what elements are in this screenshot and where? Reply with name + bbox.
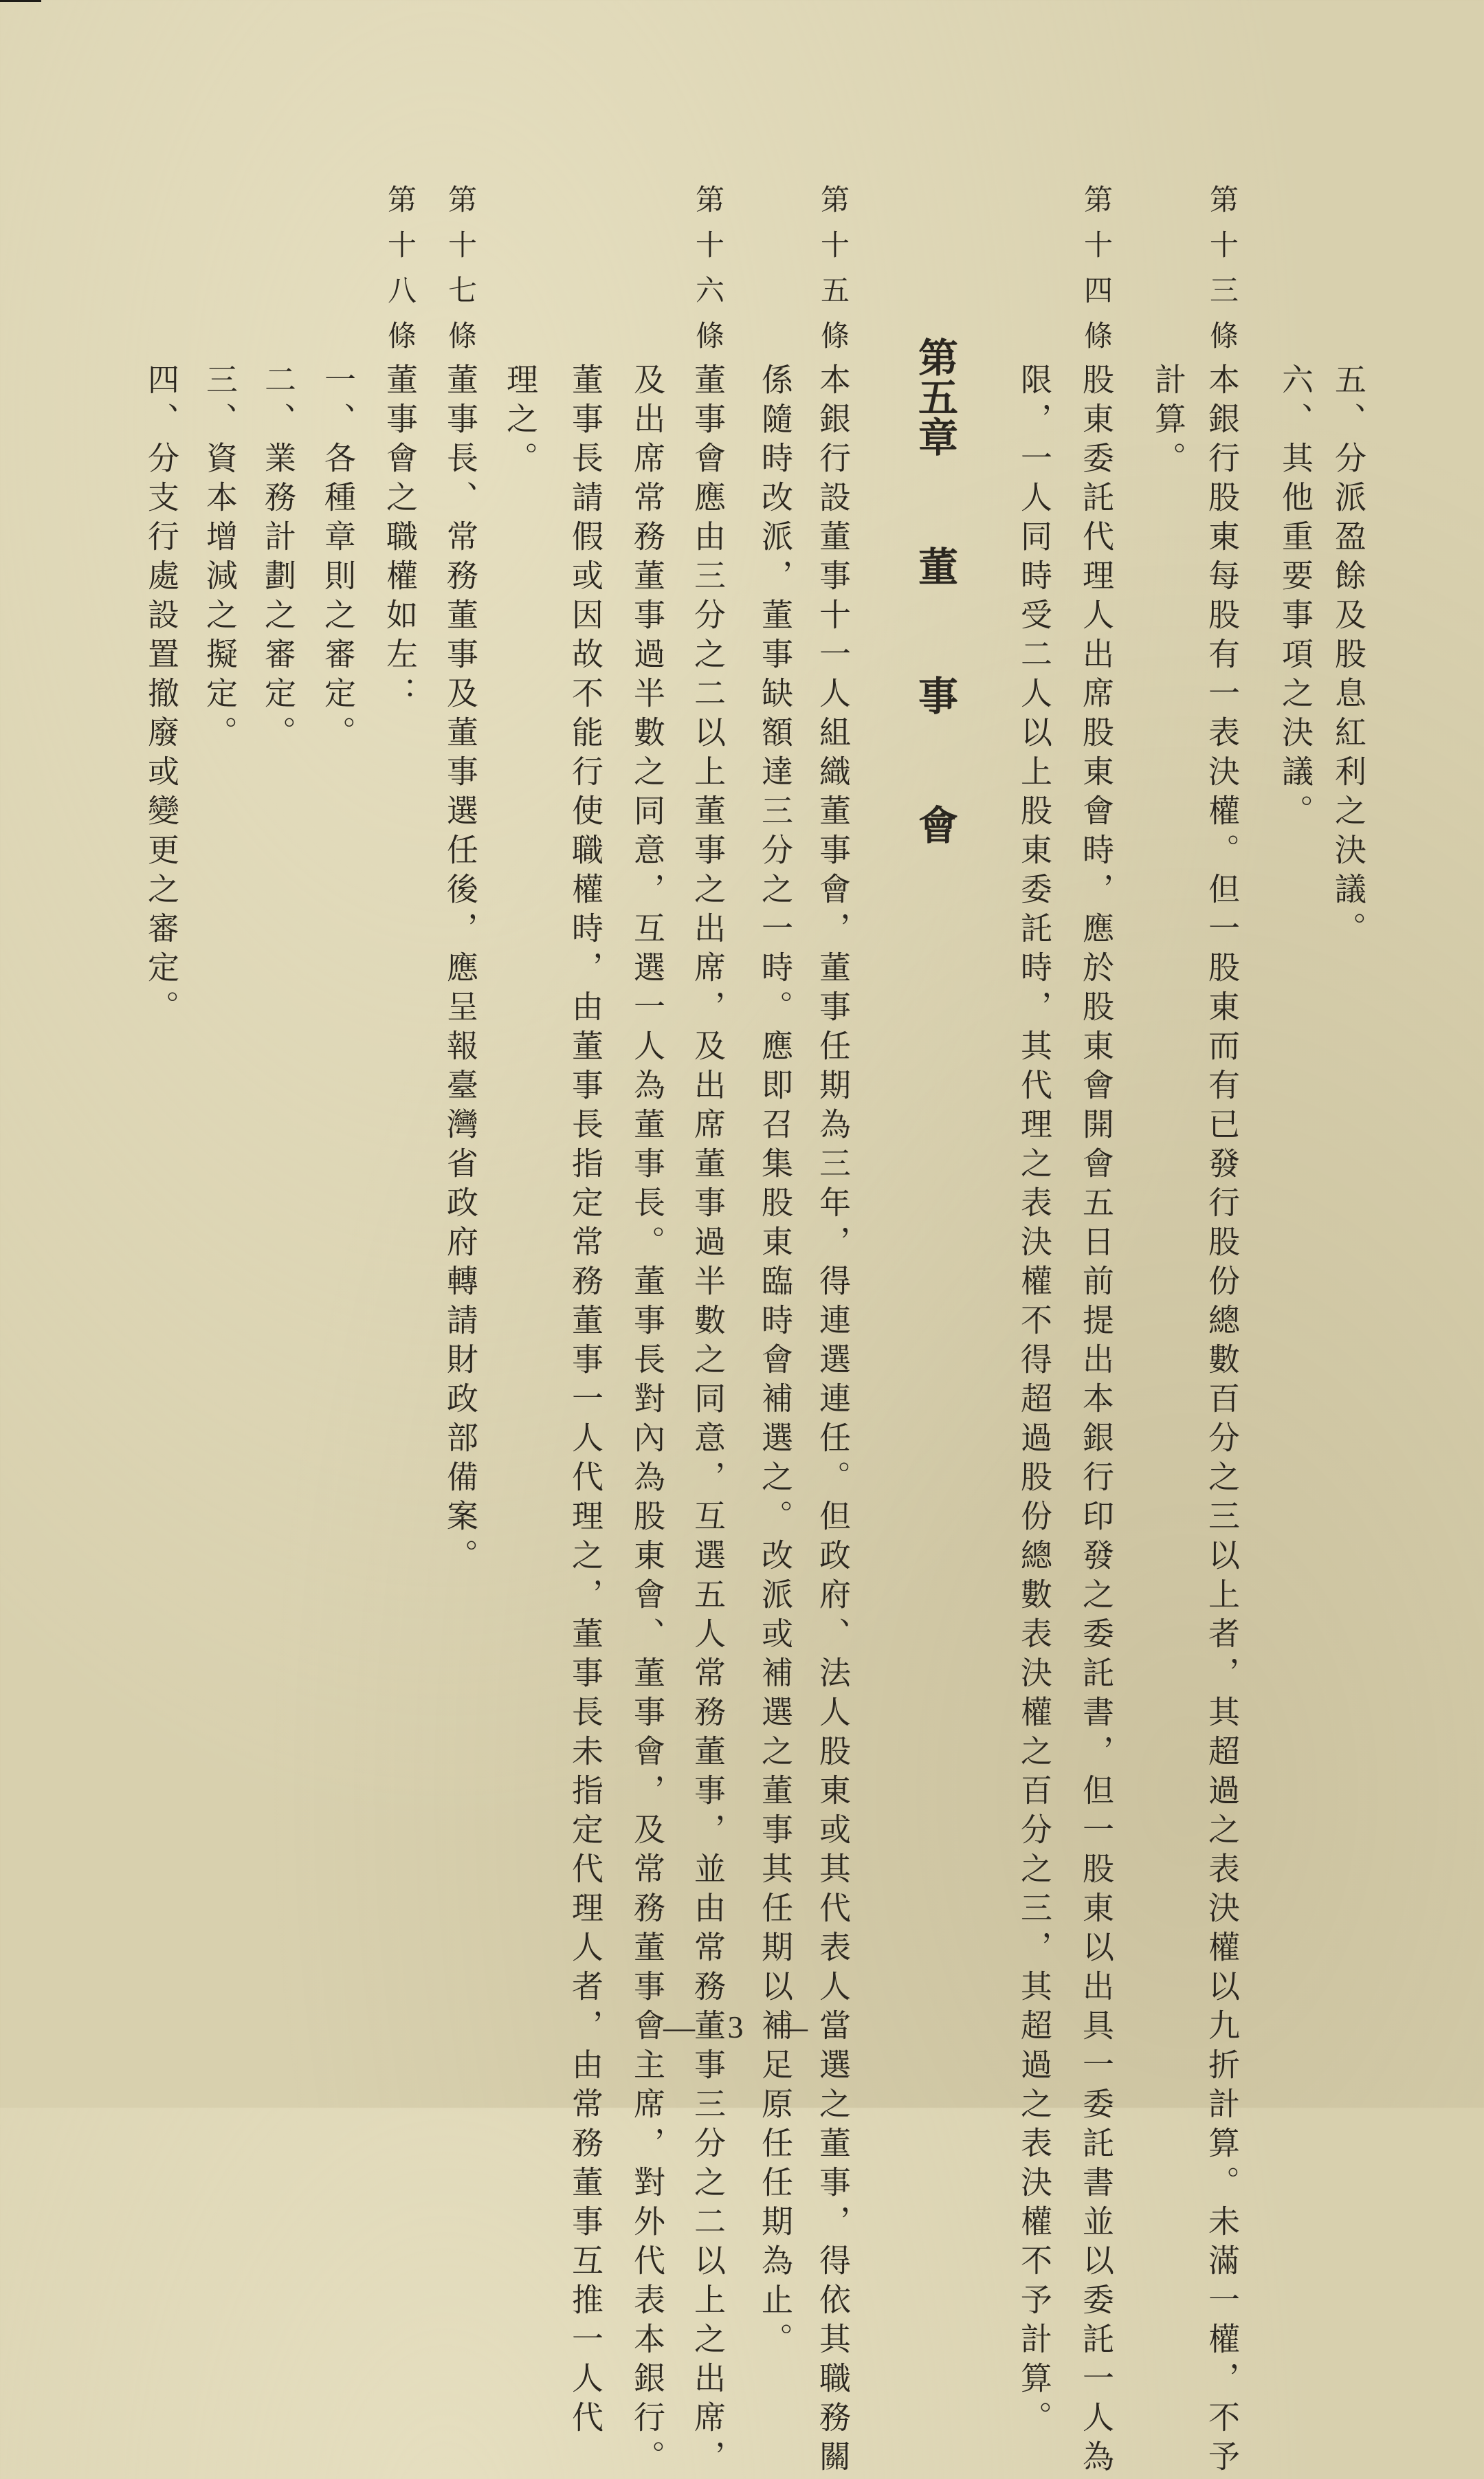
article-16-line-4: 理之。 <box>502 363 539 481</box>
article-18-item-3: 三、資本增減之擬定。 <box>201 363 239 755</box>
article-13-line-2: 計算。 <box>1150 363 1187 481</box>
list-item-six: 六、其他重要事項之決議。 <box>1277 363 1314 833</box>
chapter-5-title-char-2: 事 <box>911 675 958 715</box>
page-number: — 3 — <box>663 2009 820 2045</box>
article-18-item-2: 二、業務計劃之審定。 <box>260 363 297 755</box>
article-13-label: 第十三條 <box>1206 184 1239 366</box>
article-17-label: 第十七條 <box>444 184 478 366</box>
article-18-intro: 董事會之職權如左： <box>381 363 419 716</box>
chapter-5-prefix: 第五章 <box>911 337 958 456</box>
scan-corner-mark <box>0 0 41 2</box>
article-17-line-1: 董事長、常務董事及董事選任後，應呈報臺灣省政府轉請財政部備案。 <box>442 363 479 1578</box>
article-16-line-3: 董事長請假或因故不能行使職權時，由董事長指定常務董事一人代理之，董事長未指定代理人者，由常務董事互推一人代 <box>567 363 604 2440</box>
article-15-label: 第十五條 <box>817 184 850 366</box>
article-16-line-2: 及出席常務董事過半數之同意，互選一人為董事長。董事長對內為股東會、董事會，及常務董事會主席，對外代表本銀行。 <box>629 363 666 2479</box>
chapter-5-title-char-3: 會 <box>911 804 958 844</box>
article-14-line-1: 股東委託代理人出席股東會時，應於股東會開會五日前提出本銀行印發之委託書，但一股東以出具一委託書並以委託一人為 <box>1078 363 1115 2479</box>
article-18-item-1: 一、各種章則之審定。 <box>320 363 357 755</box>
list-item-five: 五、分派盈餘及股息紅利之決議。 <box>1330 363 1367 951</box>
article-15-line-2: 係隨時改派，董事缺額達三分之一時。應即召集股東臨時會補選之。改派或補選之董事其任期以補足原任任期為止。 <box>757 363 794 2361</box>
article-13-line-1: 本銀行股東每股有一表決權。但一股東而有已發行股份總數百分之三以上者，其超過之表決權以九折計算。未滿一權，不予 <box>1204 363 1241 2479</box>
article-14-label: 第十四條 <box>1080 184 1114 366</box>
chapter-5-heading <box>911 337 958 844</box>
chapter-5-title-char-1: 董 <box>911 546 958 586</box>
article-14-line-2: 限，一人同時受二人以上股東委託時，其代理之表決權不得超過股份總數表決權之百分之三，其超過之表決權不予計算。 <box>1016 363 1053 2440</box>
article-16-line-1: 董事會應由三分之二以上董事之出席，及出席董事過半數之同意，互選五人常務董事，並由常務董事三分之二以上之出席， <box>689 363 727 2479</box>
article-16-label: 第十六條 <box>691 184 725 366</box>
article-18-label: 第十八條 <box>384 184 417 366</box>
article-15-line-1: 本銀行設董事十一人組織董事會，董事任期為三年，得連選連任。但政府、法人股東或其代表人當選之董事，得依其職務關 <box>815 363 852 2479</box>
article-18-item-4: 四、分支行處設置撤廢或變更之審定。 <box>143 363 180 1029</box>
